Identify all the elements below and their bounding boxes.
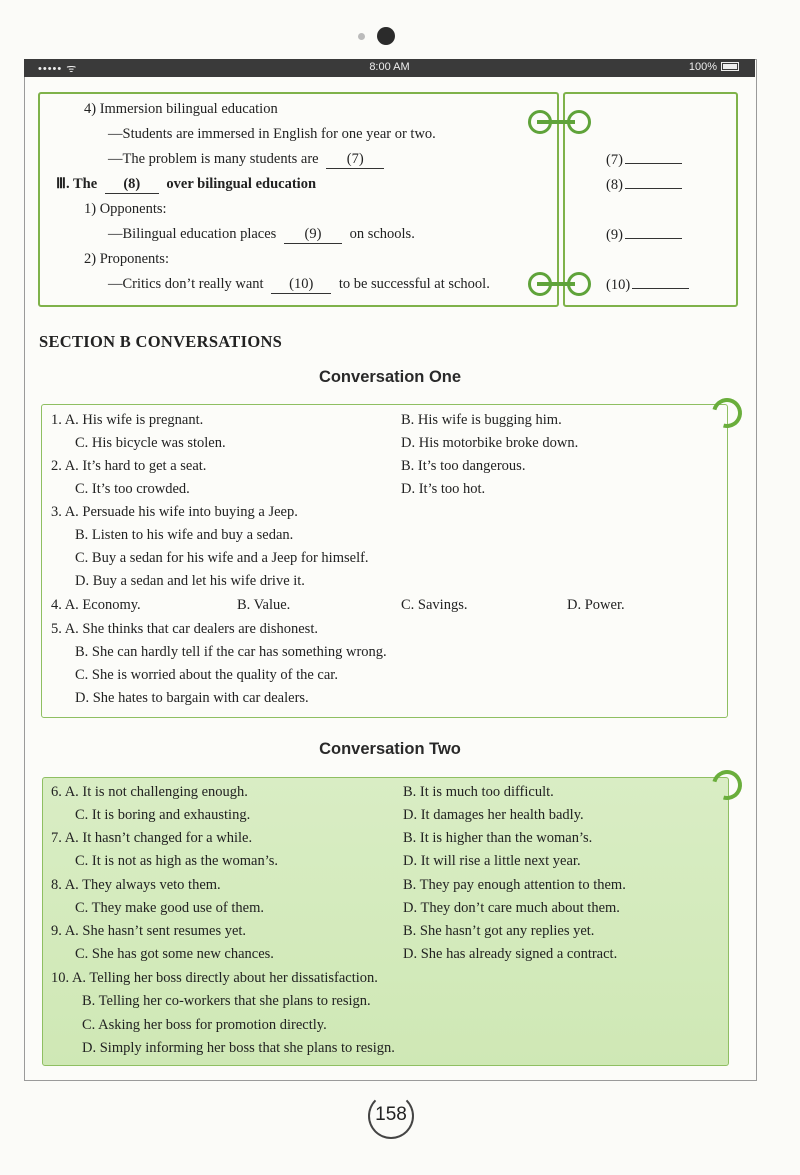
option-10d[interactable]: D. Simply informing her boss that she plans to resign. — [82, 1040, 395, 1056]
section-heading: SECTION B CONVERSATIONS — [39, 332, 283, 351]
sensor-dot — [358, 33, 365, 40]
option-1d[interactable]: D. His motorbike broke down. — [401, 435, 579, 451]
option-2c[interactable]: C. It’s too crowded. — [75, 481, 190, 497]
option-5c[interactable]: C. She is worried about the quality of the car. — [75, 667, 338, 683]
option-3b[interactable]: B. Listen to his wife and buy a sedan. — [75, 527, 294, 543]
option-7c[interactable]: C. It is not as high as the woman’s. — [75, 853, 278, 869]
blank-8: (8) — [105, 176, 159, 194]
outline-text: on schools. — [349, 226, 415, 242]
option-4c[interactable]: C. Savings. — [401, 597, 468, 613]
outline-item-4a: —Students are immersed in English for one year or two. — [108, 126, 436, 142]
outline-opponents: 1) Opponents: — [84, 201, 167, 217]
option-3c[interactable]: C. Buy a sedan for his wife and a Jeep for himself. — [75, 550, 369, 566]
page-number: 158 — [375, 1104, 407, 1125]
outline-box — [38, 92, 559, 307]
option-8b[interactable]: B. They pay enough attention to them. — [403, 877, 626, 893]
answer-slot-10[interactable] — [606, 276, 689, 294]
outline-text: —The problem is many students are — [108, 151, 319, 167]
option-10a[interactable]: 10. A. Telling her boss directly about her dissatisfaction. — [51, 970, 378, 986]
binder-ring-icon — [567, 110, 591, 134]
option-1c[interactable]: C. His bicycle was stolen. — [75, 435, 226, 451]
option-6a[interactable]: 6. A. It is not challenging enough. — [51, 784, 248, 800]
page-number-badge — [368, 1093, 414, 1139]
outline-text: Ⅲ. The — [56, 176, 98, 192]
conversation-one-title: Conversation One — [318, 368, 462, 386]
blank-10: (10) — [271, 276, 331, 294]
option-6c[interactable]: C. It is boring and exhausting. — [75, 807, 251, 823]
option-1b[interactable]: B. His wife is bugging him. — [401, 412, 562, 428]
binder-ring-icon — [528, 110, 552, 134]
option-8a[interactable]: 8. A. They always veto them. — [51, 877, 221, 893]
answer-label: (8) — [606, 177, 623, 193]
binder-ring-icon — [567, 272, 591, 296]
option-9b[interactable]: B. She hasn’t got any replies yet. — [403, 923, 595, 939]
outline-text: —Bilingual education places — [108, 226, 277, 242]
option-5a[interactable]: 5. A. She thinks that car dealers are dishonest. — [51, 621, 318, 637]
option-7a[interactable]: 7. A. It hasn’t changed for a while. — [51, 830, 253, 846]
option-10b[interactable]: B. Telling her co-workers that she plans to resign. — [82, 993, 371, 1009]
option-9c[interactable]: C. She has got some new chances. — [75, 946, 274, 962]
answer-label: (10) — [606, 277, 631, 293]
option-4b[interactable]: B. Value. — [237, 597, 291, 613]
option-3a[interactable]: 3. A. Persuade his wife into buying a Jeep. — [51, 504, 298, 520]
status-time: 8:00 AM — [369, 61, 410, 73]
option-7b[interactable]: B. It is higher than the woman’s. — [403, 830, 593, 846]
answer-slot-9[interactable] — [606, 226, 682, 244]
outline-section-3 — [56, 176, 316, 194]
outline-text: to be successful at school. — [338, 276, 490, 292]
battery-icon — [721, 62, 739, 71]
blank-7: (7) — [326, 151, 384, 169]
option-10c[interactable]: C. Asking her boss for promotion directly. — [82, 1017, 327, 1033]
outline-opponents-text — [108, 226, 415, 244]
option-3d[interactable]: D. Buy a sedan and let his wife drive it. — [75, 573, 305, 589]
answer-slot-7[interactable] — [606, 151, 682, 169]
option-7d[interactable]: D. It will rise a little next year. — [403, 853, 581, 869]
option-4d[interactable]: D. Power. — [567, 597, 625, 613]
outline-text: over bilingual education — [166, 176, 317, 192]
option-1a[interactable]: 1. A. His wife is pregnant. — [51, 412, 204, 428]
option-2d[interactable]: D. It’s too hot. — [401, 481, 486, 497]
answer-label: (9) — [606, 227, 623, 243]
binder-ring-icon — [528, 272, 552, 296]
option-9d[interactable]: D. She has already signed a contract. — [403, 946, 618, 962]
battery-indicator — [689, 61, 739, 73]
option-4a[interactable]: 4. A. Economy. — [51, 597, 141, 613]
signal-indicator: ••••• ᯤ — [38, 63, 78, 75]
outline-text: —Critics don’t really want — [108, 276, 264, 292]
option-6d[interactable]: D. It damages her health badly. — [403, 807, 584, 823]
blank-9: (9) — [284, 226, 342, 244]
camera-dots — [355, 27, 405, 47]
outline-item-4b — [108, 151, 384, 169]
answer-label: (7) — [606, 152, 623, 168]
outline-proponents: 2) Proponents: — [84, 251, 169, 267]
outline-item-4: 4) Immersion bilingual education — [84, 101, 278, 117]
status-bar — [24, 59, 755, 77]
outline-proponents-text — [108, 276, 490, 294]
battery-level: 100% — [688, 61, 717, 73]
camera-icon — [377, 27, 395, 45]
option-5b[interactable]: B. She can hardly tell if the car has something wrong. — [75, 644, 387, 660]
option-9a[interactable]: 9. A. She hasn’t sent resumes yet. — [51, 923, 247, 939]
conversation-two-title: Conversation Two — [319, 740, 461, 758]
answer-slot-8[interactable] — [606, 176, 682, 194]
option-2a[interactable]: 2. A. It’s hard to get a seat. — [51, 458, 207, 474]
option-8c[interactable]: C. They make good use of them. — [75, 900, 265, 916]
option-2b[interactable]: B. It’s too dangerous. — [401, 458, 526, 474]
option-8d[interactable]: D. They don’t care much about them. — [403, 900, 620, 916]
option-6b[interactable]: B. It is much too difficult. — [403, 784, 554, 800]
option-5d[interactable]: D. She hates to bargain with car dealers. — [75, 690, 309, 706]
